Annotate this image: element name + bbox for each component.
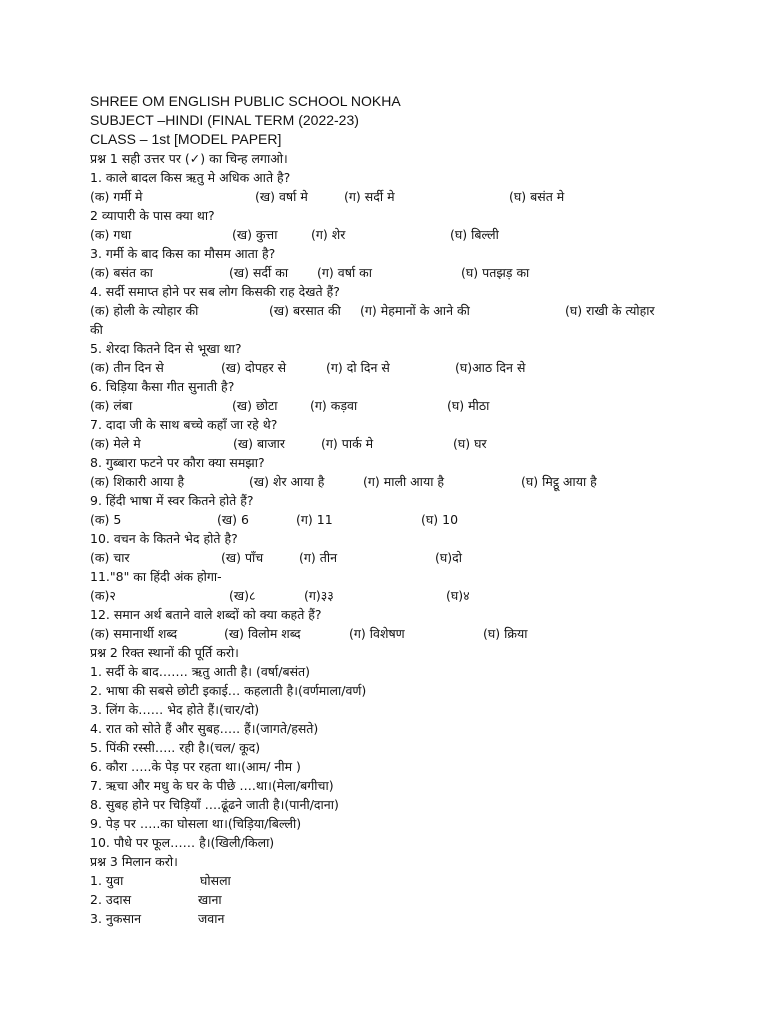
- option-gha[interactable]: (घ)आठ दिन से: [455, 360, 526, 375]
- match-right: जवान: [198, 911, 225, 926]
- option-kha[interactable]: (ख) सर्दी का: [229, 265, 289, 280]
- option-kha[interactable]: (ख) छोटा: [232, 398, 278, 413]
- option-kha[interactable]: (ख) कुत्ता: [232, 227, 278, 242]
- option-gha[interactable]: (घ) बसंत मे: [509, 189, 565, 204]
- option-ga[interactable]: (ग) माली आया है: [363, 474, 445, 489]
- option-ka[interactable]: (क) चार: [90, 550, 130, 565]
- option-gha[interactable]: (घ) 10: [421, 512, 459, 527]
- option-ga[interactable]: (ग) पार्क मे: [321, 436, 374, 451]
- option-gha[interactable]: (घ) मिट्ठू आया है: [521, 474, 597, 489]
- option-kha[interactable]: (ख) दोपहर से: [221, 360, 287, 375]
- option-kha[interactable]: (ख) 6: [217, 512, 249, 527]
- fill-blank-item: 8. सुबह होने पर चिड़ियाँ ….ढूंढने जाती है।(पानी/दाना): [90, 797, 339, 812]
- option-ga[interactable]: (ग) सर्दी मे: [344, 189, 395, 204]
- option-ka[interactable]: (क) गधा: [90, 227, 132, 242]
- option-ga[interactable]: (ग) दो दिन से: [326, 360, 390, 375]
- question-6: 6. चिड़िया कैसा गीत सुनाती है?: [90, 379, 235, 394]
- option-ka[interactable]: (क) होली के त्योहार की: [90, 303, 199, 318]
- match-left: 1. युवा: [90, 873, 124, 888]
- option-ga[interactable]: (ग) मेहमानों के आने की: [360, 303, 470, 318]
- option-ka[interactable]: (क) शिकारी आया है: [90, 474, 185, 489]
- option-gha[interactable]: (घ) राखी के त्योहार: [565, 303, 655, 318]
- fill-blank-item: 10. पौधे पर फूल…… है।(खिली/किला): [90, 835, 275, 850]
- question-10: 10. वचन के कितने भेद होते है?: [90, 531, 238, 546]
- option-gha[interactable]: (घ) पतझड़ का: [461, 265, 530, 280]
- match-left: 2. उदास: [90, 892, 132, 907]
- question-8: 8. गुब्बारा फटने पर कौरा क्या समझा?: [90, 455, 265, 470]
- option-gha[interactable]: (घ) क्रिया: [483, 626, 528, 641]
- option-ka[interactable]: (क) 5: [90, 512, 122, 527]
- option-gha[interactable]: (घ) बिल्ली: [450, 227, 499, 242]
- question-12: 12. समान अर्थ बताने वाले शब्दों को क्या कहते हैं?: [90, 607, 322, 622]
- fill-blank-item: 2. भाषा की सबसे छोटी इकाई… कहलाती है।(वर्णमाला/वर्ण): [90, 683, 367, 698]
- option-ka[interactable]: (क) तीन दिन से: [90, 360, 164, 375]
- option-kha[interactable]: (ख) बरसात की: [269, 303, 341, 318]
- section1-title: प्रश्न 1 सही उत्तर पर (✓) का चिन्ह लगाओ।: [90, 151, 288, 166]
- option-ka[interactable]: (क)२: [90, 588, 116, 603]
- school-name: SHREE OM ENGLISH PUBLIC SCHOOL NOKHA: [90, 93, 401, 109]
- option-kha[interactable]: (ख) शेर आया है: [249, 474, 325, 489]
- option-ga[interactable]: (ग) तीन: [299, 550, 338, 565]
- option-ka[interactable]: (क) बसंत का: [90, 265, 153, 280]
- subject-line: SUBJECT –HINDI (FINAL TERM (2022-23): [90, 112, 359, 128]
- question-1: 1. काले बादल किस ऋतु मे अधिक आते है?: [90, 170, 291, 185]
- option-gha[interactable]: (घ)दो: [435, 550, 463, 565]
- fill-blank-item: 5. पिंकी रस्सी….. रही है।(चल/ कूद): [90, 740, 261, 755]
- question-11: 11."8" का हिंदी अंक होगा-: [90, 569, 222, 584]
- fill-blank-item: 9. पेड़ पर …..का घोसला था।(चिड़िया/बिल्ली): [90, 816, 302, 831]
- question-3: 3. गर्मी के बाद किस का मौसम आता है?: [90, 246, 276, 261]
- fill-blank-item: 7. ऋचा और मधु के घर के पीछे ….था।(मेला/बगीचा): [90, 778, 334, 793]
- question-4: 4. सर्दी समाप्त होने पर सब लोग किसकी राह देखते हैं?: [90, 284, 340, 299]
- option-ka[interactable]: (क) समानार्थी शब्द: [90, 626, 178, 641]
- option-wrap-text: की: [90, 322, 103, 337]
- match-right: खाना: [198, 892, 222, 907]
- question-9: 9. हिंदी भाषा में स्वर कितने होते हैं?: [90, 493, 254, 508]
- option-gha[interactable]: (घ) घर: [453, 436, 487, 451]
- option-gha[interactable]: (घ) मीठा: [447, 398, 490, 413]
- option-kha[interactable]: (ख) बाजार: [233, 436, 285, 451]
- fill-blank-item: 1. सर्दी के बाद……. ऋतु आती है। (वर्षा/बसंत): [90, 664, 311, 679]
- option-kha[interactable]: (ख)८: [229, 588, 256, 603]
- option-ga[interactable]: (ग)३३: [304, 588, 334, 603]
- fill-blank-item: 6. कौरा …..के पेड़ पर रहता था।(आम/ नीम ): [90, 759, 301, 774]
- question-2: 2 व्यापारी के पास क्या था?: [90, 208, 215, 223]
- option-ga[interactable]: (ग) शेर: [311, 227, 346, 242]
- option-ka[interactable]: (क) गर्मी मे: [90, 189, 143, 204]
- class-line: CLASS – 1st [MODEL PAPER]: [90, 131, 282, 147]
- option-ka[interactable]: (क) लंबा: [90, 398, 133, 413]
- section2-title: प्रश्न 2 रिक्त स्थानों की पूर्ति करो।: [90, 645, 239, 660]
- option-ga[interactable]: (ग) 11: [296, 512, 333, 527]
- option-kha[interactable]: (ख) वर्षा मे: [255, 189, 308, 204]
- option-ga[interactable]: (ग) वर्षा का: [317, 265, 372, 280]
- question-5: 5. शेरदा कितने दिन से भूखा था?: [90, 341, 242, 356]
- option-ga[interactable]: (ग) कड़वा: [310, 398, 358, 413]
- match-left: 3. नुकसान: [90, 911, 142, 926]
- fill-blank-item: 3. लिंग के…… भेद होते हैं।(चार/दो): [90, 702, 260, 717]
- section3-title: प्रश्न 3 मिलान करो।: [90, 854, 178, 869]
- option-kha[interactable]: (ख) विलोम शब्द: [224, 626, 301, 641]
- option-gha[interactable]: (घ)४: [446, 588, 470, 603]
- fill-blank-item: 4. रात को सोते हैं और सुबह….. हैं।(जागते/हसते): [90, 721, 319, 736]
- match-right: घोसला: [200, 873, 231, 888]
- option-kha[interactable]: (ख) पाँच: [221, 550, 264, 565]
- option-ka[interactable]: (क) मेले मे: [90, 436, 141, 451]
- option-ga[interactable]: (ग) विशेषण: [349, 626, 405, 641]
- question-7: 7. दादा जी के साथ बच्चे कहाँ जा रहे थे?: [90, 417, 278, 432]
